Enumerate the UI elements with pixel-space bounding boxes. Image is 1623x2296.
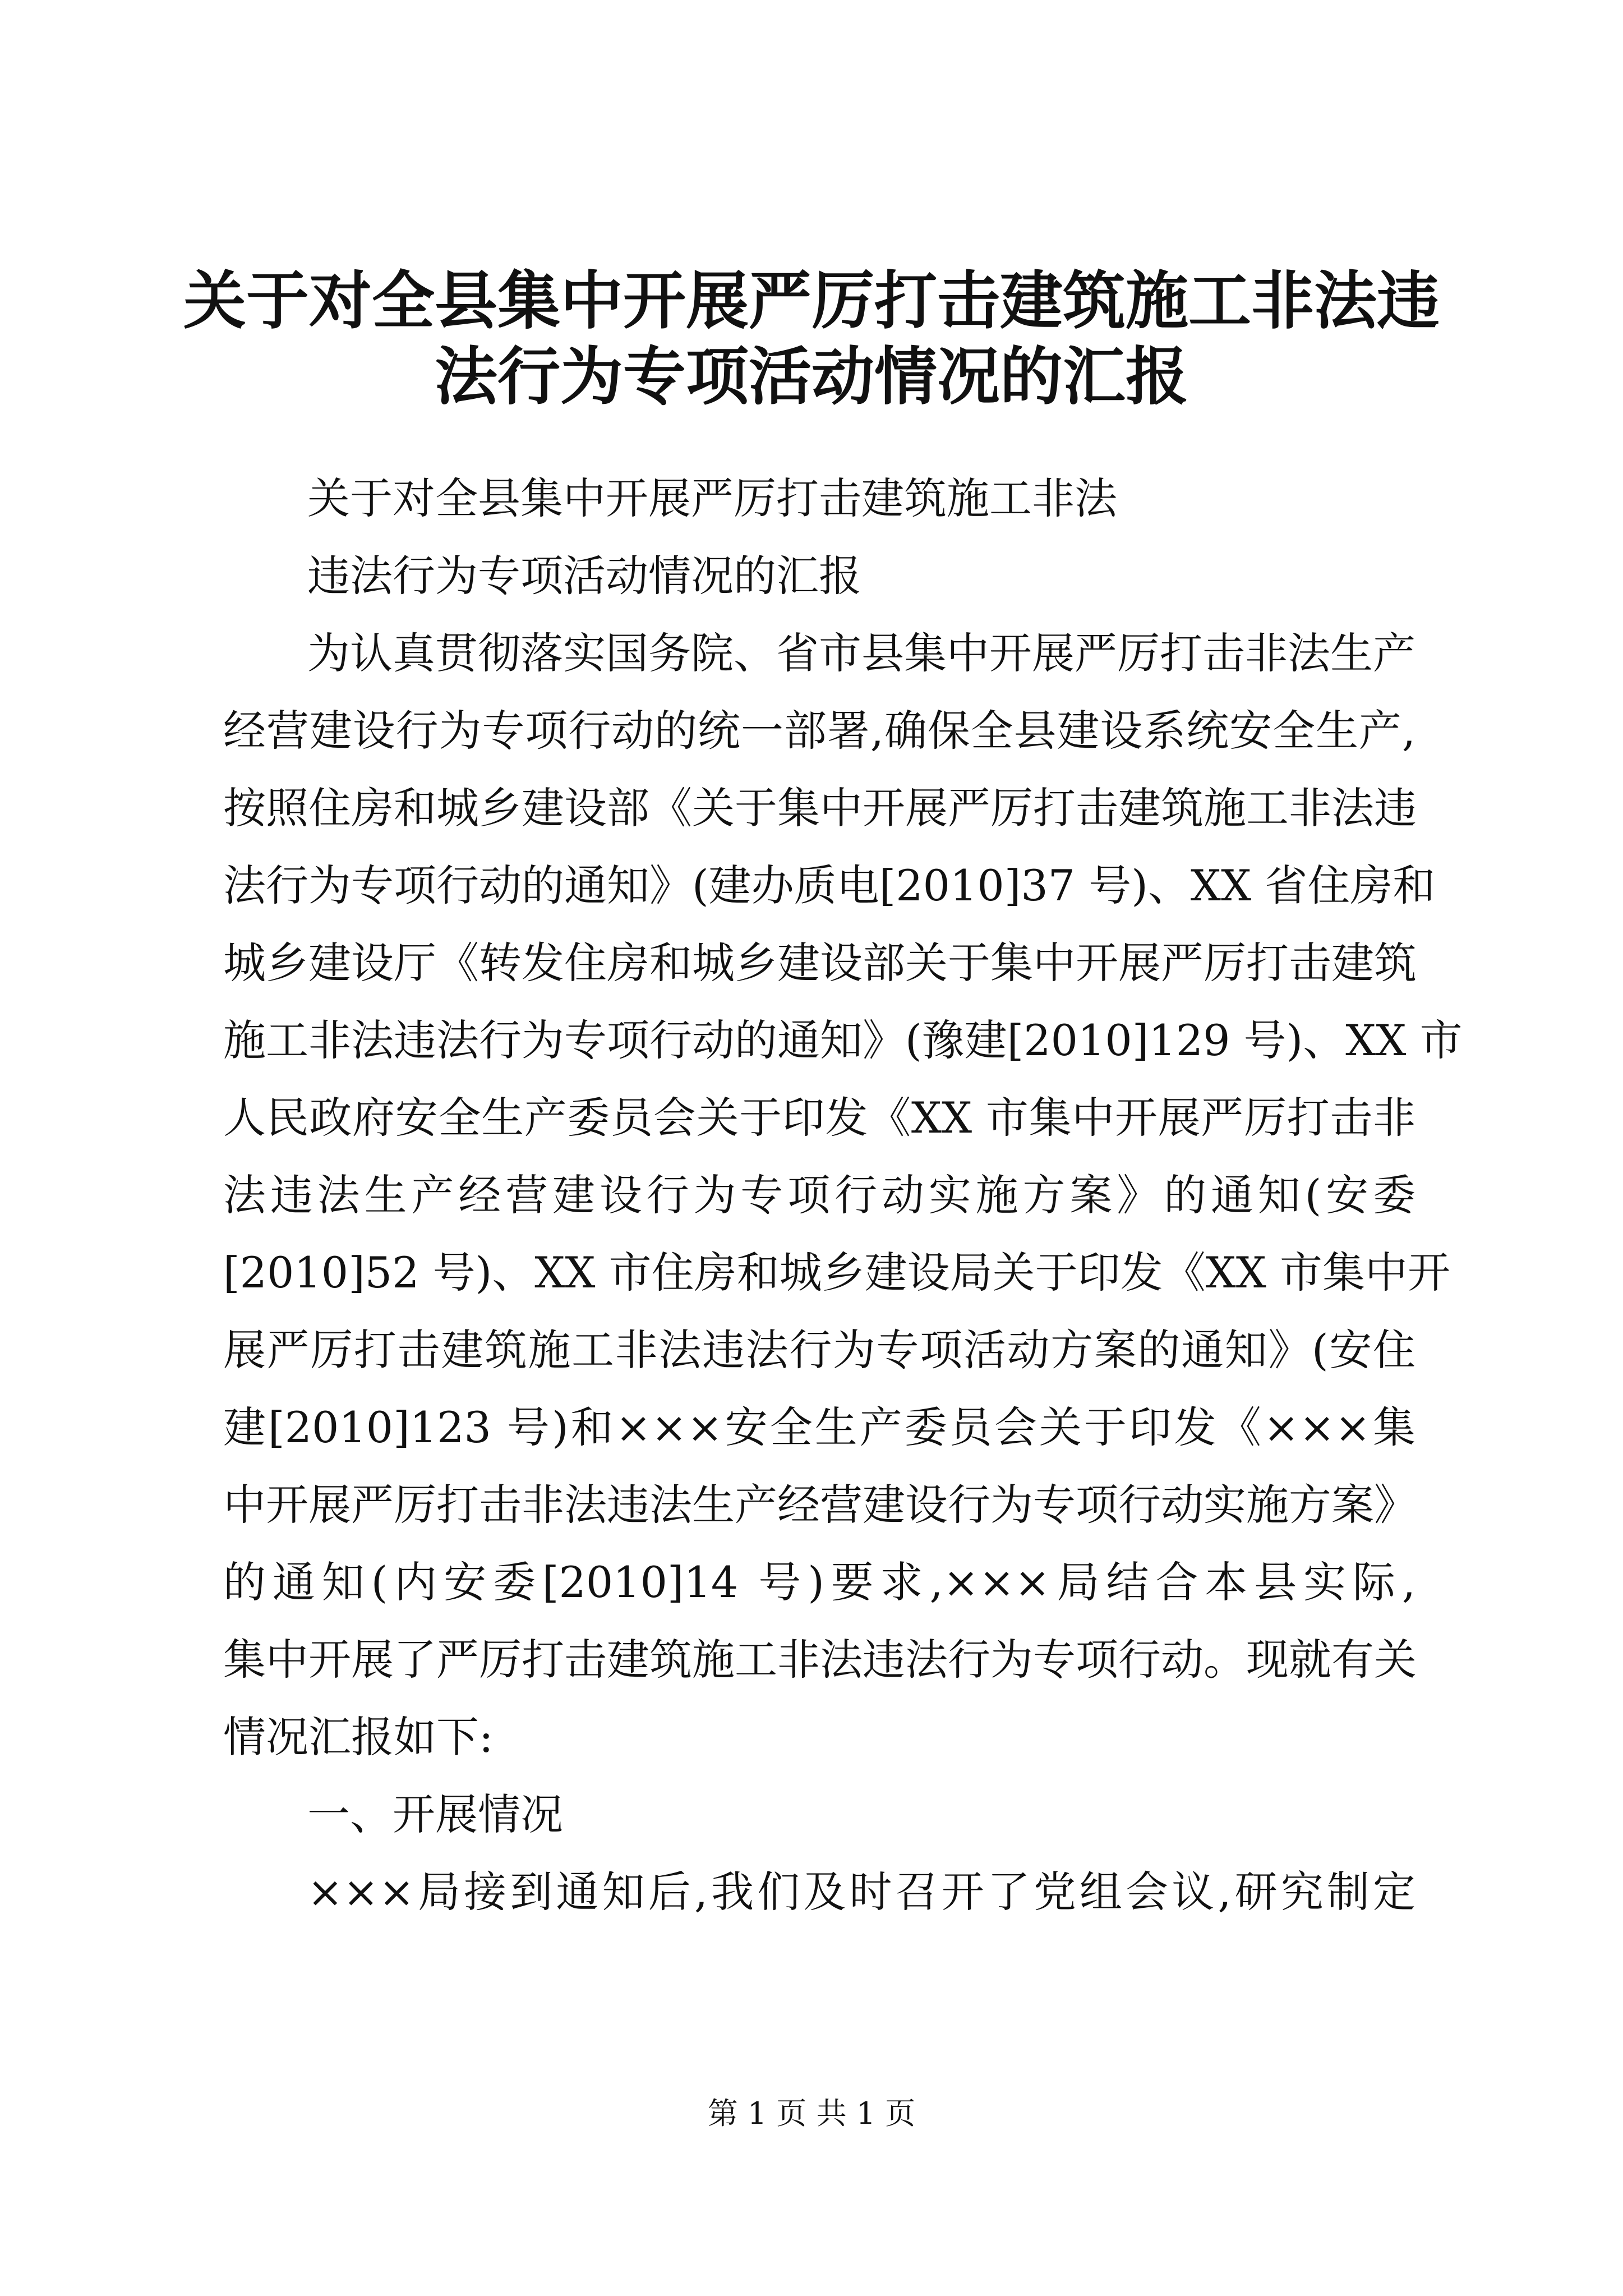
paragraph-line: 展严厉打击建筑施工非法违法行为专项活动方案的通知》(安住: [223, 1325, 1415, 1375]
paragraph-line: 集中开展了严厉打击建筑施工非法违法行为专项行动。现就有关: [223, 1635, 1417, 1685]
paragraph-line: 中开展严厉打击非法违法生产经营建设行为专项行动实施方案》: [223, 1480, 1417, 1530]
paragraph-line: 人民政府安全生产委员会关于印发《XX 市集中开展严厉打击非: [223, 1093, 1415, 1143]
document-title-line-1: 关于对全县集中开展严厉打击建筑施工非法违: [183, 264, 1440, 338]
paragraph-line: 情况汇报如下:: [223, 1712, 494, 1762]
paragraph-line: [2010]52 号)、XX 市住房和城乡建设局关于印发《XX 市集中开: [223, 1248, 1450, 1297]
paragraph-line: 施工非法违法行为专项行动的通知》(豫建[2010]129 号)、XX 市: [223, 1015, 1463, 1065]
subtitle-line: 违法行为专项活动情况的汇报: [307, 551, 861, 601]
paragraph-line: 法违法生产经营建设行为专项行动实施方案》的通知(安委: [223, 1170, 1415, 1220]
subtitle-line: 关于对全县集中开展严厉打击建筑施工非法: [307, 473, 1117, 523]
paragraph-line: 经营建设行为专项行动的统一部署,确保全县建设系统安全生产,: [223, 706, 1415, 756]
paragraph-line: 建[2010]123 号)和×××安全生产委员会关于印发《×××集: [223, 1402, 1415, 1452]
paragraph-line: 按照住房和城乡建设部《关于集中开展严厉打击建筑施工非法违: [223, 783, 1417, 833]
paragraph-line: 的通知(内安委[2010]14 号)要求,×××局结合本县实际,: [223, 1557, 1415, 1607]
document-title-line-2: 法行为专项活动情况的汇报: [435, 340, 1188, 413]
paragraph-line: ×××局接到通知后,我们及时召开了党组会议,研究制定: [307, 1867, 1415, 1917]
page-footer: 第 1 页 共 1 页: [707, 2096, 916, 2131]
paragraph-line: 城乡建设厅《转发住房和城乡建设部关于集中开展严厉打击建筑: [223, 938, 1417, 988]
section-heading: 一、开展情况: [307, 1789, 563, 1839]
paragraph-line: 法行为专项行动的通知》(建办质电[2010]37 号)、XX 省住房和: [223, 861, 1436, 910]
paragraph-line: 为认真贯彻落实国务院、省市县集中开展严厉打击非法生产: [307, 628, 1415, 678]
